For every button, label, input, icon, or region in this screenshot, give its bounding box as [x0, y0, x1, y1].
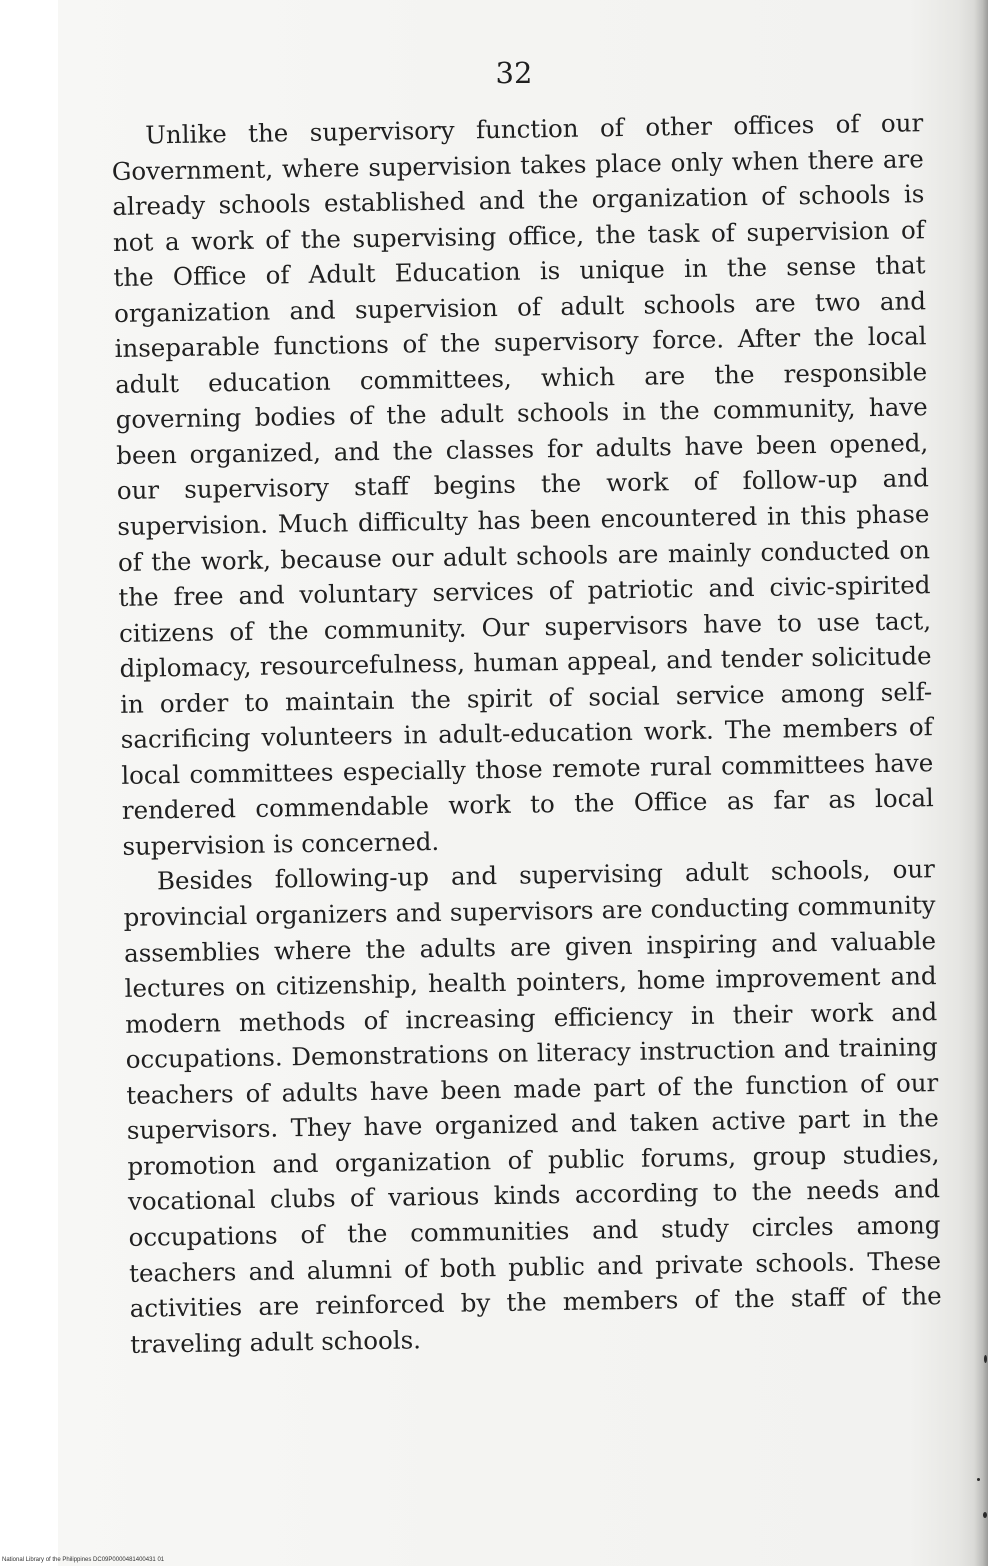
page-margin-left [0, 0, 58, 1566]
body-text [111, 105, 942, 1362]
library-credit: National Library of the Philippines DC09P0000481400431 01 [2, 1557, 165, 1563]
paragraph-1: Unlike the supervisory function of other offices of our Government, where supervision takes place only when there are already schools established and the organization of schools is not a work of the supervising office, the task of supervision of the Office of Adult Education is unique in the sense that organization and supervision of adult schools are two and inseparable functions of the supervisory force. After the local adult education committees, which are the responsible governing bodies of the adult schools in the community, have been organized, and the classes for adults have been opened, our supervisory staff begins the work of follow-up and supervision. Much difficulty has been encountered in this phase of the work, because our adult schools are mainly conducted on the free and voluntary services of patriotic and civic-spirited citizens of the community. Our supervisors have to use tact, diplomacy, resourcefulness, human appeal, and tender solicitude in order to maintain the spirit of social service among self-sacrificing volunteers in adult-education work. The members of local committees especially those remote rural committees have rendered commendable work to the Office as far as local supervision is concerned. [111, 108, 935, 861]
scan-speck [977, 1478, 980, 1481]
scan-speck [984, 1355, 987, 1363]
page-shadow-right [974, 0, 988, 1566]
page-number: 32 [495, 56, 533, 90]
scan-speck [983, 1512, 987, 1518]
paragraph-2: Besides following-up and supervising adult schools, our provincial organizers and supervisors are conducting community assemblies where the adults are given inspiring and valuable lectures on citizenship, health pointers, home improvement and modern methods of increasing efficiency in their work and occupations. Demonstrations on literacy instruction and training teachers of adults have been made part of the function of our supervisors. They have organized and taken active part in the promotion and organization of public forums, group studies, vocational clubs of various kinds according to the needs and occupations of the communities and study circles among teachers and alumni of both public and private schools. These activities are reinforced by the members of the staff of the traveling adult schools. [123, 854, 942, 1359]
